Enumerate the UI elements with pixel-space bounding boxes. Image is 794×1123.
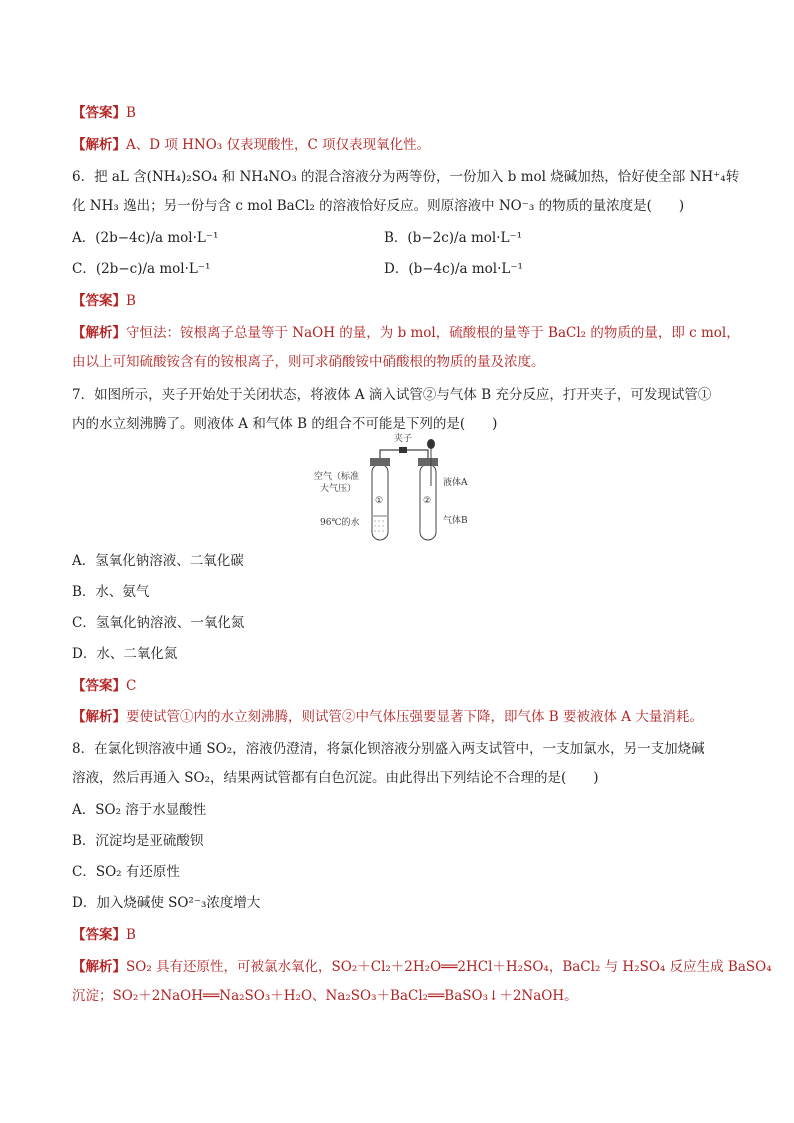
air-label-1: 空气（标准: [314, 472, 360, 482]
explanation-text: 守恒法：铵根离子总量等于 NaOH 的量，为 b mol，硫酸根的量等于 BaCl₂ 的物质的量，即 c mol，: [126, 325, 740, 341]
answer-tag: 【答案】: [72, 105, 126, 121]
water-label: 96℃的水: [320, 518, 360, 528]
explanation-text: SO₂ 具有还原性，可被氯水氧化，SO₂＋Cl₂＋2H₂O══2HCl＋H₂SO₄，BaCl₂ 与 H₂SO₄ 反应生成 BaSO₄: [126, 959, 772, 975]
gas-b-label: 气体B: [443, 516, 468, 526]
answer-tag: 【答案】: [72, 927, 126, 943]
liquid-a-label: 液体A: [443, 478, 468, 488]
q8-option-c: C．SO₂ 有还原性: [72, 864, 180, 880]
answer-line: [72, 676, 136, 696]
explanation-line: [72, 957, 772, 977]
answer-tag: 【答案】: [72, 678, 126, 694]
q6-option-c: C．(2b−c)/a mol·L⁻¹: [72, 261, 211, 277]
explanation-line: [72, 707, 703, 727]
answer-value: B: [126, 293, 136, 309]
answer-line: [72, 291, 136, 311]
answer-value: C: [126, 678, 137, 694]
answer-line: [72, 103, 136, 123]
q8-option-b: B．沉淀均是亚硫酸钡: [72, 833, 204, 849]
question-6-line-1: 6．把 aL 含(NH₄)₂SO₄ 和 NH₄NO₃ 的混合溶液分为两等份，一份加入 b mol 烧碱加热，恰好使全部 NH⁺₄转: [72, 169, 740, 185]
apparatus-figure: [310, 434, 490, 548]
answer-value: B: [126, 927, 136, 943]
air-label-2: 大气压）: [320, 484, 357, 494]
answer-tag: 【答案】: [72, 293, 126, 309]
explanation-tag: 【解析】: [72, 709, 126, 725]
answer-line: [72, 925, 136, 945]
explanation-line: [72, 323, 740, 343]
explanation-tag: 【解析】: [72, 959, 126, 975]
question-8-line-1: 8．在氯化钡溶液中通 SO₂，溶液仍澄清，将氯化钡溶液分别盛入两支试管中，一支加氯水，另一支加烧碱: [72, 741, 705, 757]
question-8-line-2: 溶液，然后再通入 SO₂，结果两试管都有白色沉淀。由此得出下列结论不合理的是( ): [72, 770, 599, 786]
question-7-line-1: 7．如图所示，夹子开始处于关闭状态，将液体 A 滴入试管②与气体 B 充分反应，打开夹子，可发现试管①: [72, 387, 712, 403]
tube-1-label: ①: [375, 496, 384, 506]
explanation-text: 要使试管①内的水立刻沸腾，则试管②中气体压强要显著下降，即气体 B 要被液体 A 大量消耗。: [126, 709, 703, 725]
explanation-tag: 【解析】: [72, 325, 126, 341]
explanation-line-2: 沉淀；SO₂＋2NaOH══Na₂SO₃＋H₂O、Na₂SO₃＋BaCl₂══BaSO₃↓＋2NaOH。: [72, 988, 578, 1004]
q6-option-b: B．(b−2c)/a mol·L⁻¹: [384, 230, 522, 246]
explanation-text: A、D 项 HNO₃ 仅表现酸性，C 项仅表现氧化性。: [126, 137, 431, 153]
question-7-line-2: 内的水立刻沸腾了。则液体 A 和气体 B 的组合不可能是下列的是( ): [72, 416, 498, 432]
explanation-tag: 【解析】: [72, 137, 126, 153]
question-6-line-2: 化 NH₃ 逸出；另一份与含 c mol BaCl₂ 的溶液恰好反应。则原溶液中 NO⁻₃ 的物质的量浓度是( ): [72, 198, 685, 214]
answer-value: B: [126, 105, 136, 121]
q7-option-b: B．水、氨气: [72, 584, 150, 600]
q7-option-c: C．氢氧化钠溶液、一氧化氮: [72, 615, 245, 631]
q7-option-d: D．水、二氧化氮: [72, 646, 178, 662]
explanation-line-2: 由以上可知硫酸铵含有的铵根离子，则可求硝酸铵中硝酸根的物质的量及浓度。: [72, 354, 545, 370]
q8-option-d: D．加入烧碱使 SO²⁻₃浓度增大: [72, 895, 261, 911]
clip-label: 夹子: [394, 434, 413, 444]
q6-option-a: A．(2b−4c)/a mol·L⁻¹: [72, 230, 219, 246]
q7-option-a: A．氢氧化钠溶液、二氧化碳: [72, 553, 244, 569]
q6-option-d: D．(b−4c)/a mol·L⁻¹: [384, 261, 523, 277]
tube-2-label: ②: [423, 496, 432, 506]
q8-option-a: A．SO₂ 溶于水显酸性: [72, 802, 207, 818]
explanation-line: [72, 135, 430, 155]
